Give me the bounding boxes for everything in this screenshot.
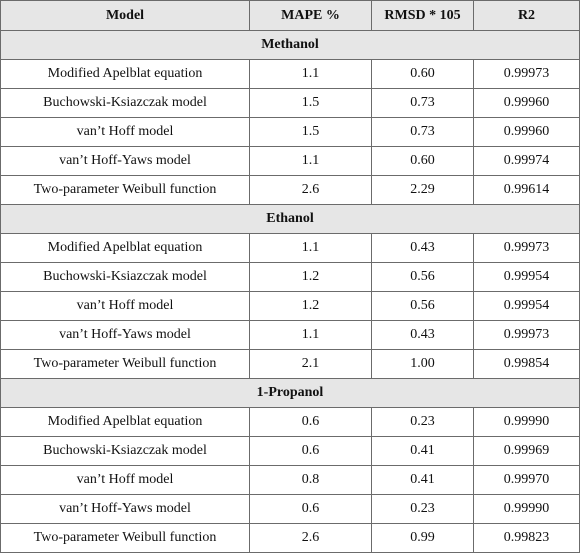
cell-model: van’t Hoff model	[1, 292, 250, 321]
cell-model: van’t Hoff-Yaws model	[1, 321, 250, 350]
cell-model: Modified Apelblat equation	[1, 60, 250, 89]
cell-mape: 1.2	[250, 292, 372, 321]
cell-r2: 0.99990	[474, 495, 580, 524]
cell-rmsd: 2.29	[372, 176, 474, 205]
cell-model: van’t Hoff-Yaws model	[1, 495, 250, 524]
cell-mape: 0.6	[250, 408, 372, 437]
table-row	[1, 408, 580, 437]
cell-model: Modified Apelblat equation	[1, 234, 250, 263]
cell-model: Two-parameter Weibull function	[1, 350, 250, 379]
cell-mape: 1.2	[250, 263, 372, 292]
cell-r2: 0.99960	[474, 89, 580, 118]
header-rmsd: RMSD * 105	[372, 1, 474, 31]
cell-model: Buchowski-Ksiazczak model	[1, 437, 250, 466]
cell-r2: 0.99969	[474, 437, 580, 466]
group-label: Methanol	[1, 31, 580, 60]
cell-rmsd: 0.73	[372, 118, 474, 147]
cell-model: van’t Hoff-Yaws model	[1, 147, 250, 176]
cell-r2: 0.99970	[474, 466, 580, 495]
table-row	[1, 437, 580, 466]
cell-r2: 0.99954	[474, 263, 580, 292]
cell-rmsd: 0.60	[372, 147, 474, 176]
cell-rmsd: 1.00	[372, 350, 474, 379]
table-row	[1, 234, 580, 263]
group-label: Ethanol	[1, 205, 580, 234]
cell-rmsd: 0.41	[372, 466, 474, 495]
cell-rmsd: 0.23	[372, 408, 474, 437]
cell-model: van’t Hoff model	[1, 118, 250, 147]
cell-r2: 0.99974	[474, 147, 580, 176]
group-row-ethanol	[1, 205, 580, 234]
cell-mape: 1.5	[250, 118, 372, 147]
cell-r2: 0.99854	[474, 350, 580, 379]
cell-mape: 2.6	[250, 524, 372, 553]
group-row-methanol	[1, 31, 580, 60]
cell-mape: 1.5	[250, 89, 372, 118]
cell-model: Two-parameter Weibull function	[1, 176, 250, 205]
header-mape: MAPE %	[250, 1, 372, 31]
cell-r2: 0.99823	[474, 524, 580, 553]
table-row	[1, 292, 580, 321]
cell-mape: 0.6	[250, 437, 372, 466]
cell-rmsd: 0.60	[372, 60, 474, 89]
cell-r2: 0.99614	[474, 176, 580, 205]
cell-mape: 0.8	[250, 466, 372, 495]
table-row	[1, 350, 580, 379]
cell-model: Buchowski-Ksiazczak model	[1, 263, 250, 292]
table-row	[1, 263, 580, 292]
table-row	[1, 495, 580, 524]
table-row	[1, 524, 580, 553]
table-row	[1, 60, 580, 89]
cell-rmsd: 0.56	[372, 263, 474, 292]
table-header	[1, 1, 580, 31]
cell-rmsd: 0.41	[372, 437, 474, 466]
cell-r2: 0.99990	[474, 408, 580, 437]
header-r2: R2	[474, 1, 580, 31]
table-row	[1, 89, 580, 118]
table-row	[1, 176, 580, 205]
cell-rmsd: 0.56	[372, 292, 474, 321]
group-label: 1-Propanol	[1, 379, 580, 408]
table-body	[1, 31, 580, 553]
group-row-1-propanol	[1, 379, 580, 408]
cell-mape: 1.1	[250, 321, 372, 350]
cell-r2: 0.99973	[474, 60, 580, 89]
cell-model: van’t Hoff model	[1, 466, 250, 495]
cell-mape: 0.6	[250, 495, 372, 524]
table-row	[1, 466, 580, 495]
cell-rmsd: 0.99	[372, 524, 474, 553]
cell-model: Buchowski-Ksiazczak model	[1, 89, 250, 118]
cell-r2: 0.99973	[474, 234, 580, 263]
cell-rmsd: 0.43	[372, 234, 474, 263]
cell-mape: 2.6	[250, 176, 372, 205]
header-row	[1, 1, 580, 31]
cell-model: Modified Apelblat equation	[1, 408, 250, 437]
cell-mape: 1.1	[250, 60, 372, 89]
cell-mape: 1.1	[250, 147, 372, 176]
cell-r2: 0.99973	[474, 321, 580, 350]
cell-model: Two-parameter Weibull function	[1, 524, 250, 553]
cell-rmsd: 0.73	[372, 89, 474, 118]
cell-mape: 1.1	[250, 234, 372, 263]
cell-rmsd: 0.43	[372, 321, 474, 350]
cell-mape: 2.1	[250, 350, 372, 379]
table-row	[1, 321, 580, 350]
cell-r2: 0.99954	[474, 292, 580, 321]
cell-rmsd: 0.23	[372, 495, 474, 524]
header-model: Model	[1, 1, 250, 31]
table-row	[1, 118, 580, 147]
table-row	[1, 147, 580, 176]
cell-r2: 0.99960	[474, 118, 580, 147]
